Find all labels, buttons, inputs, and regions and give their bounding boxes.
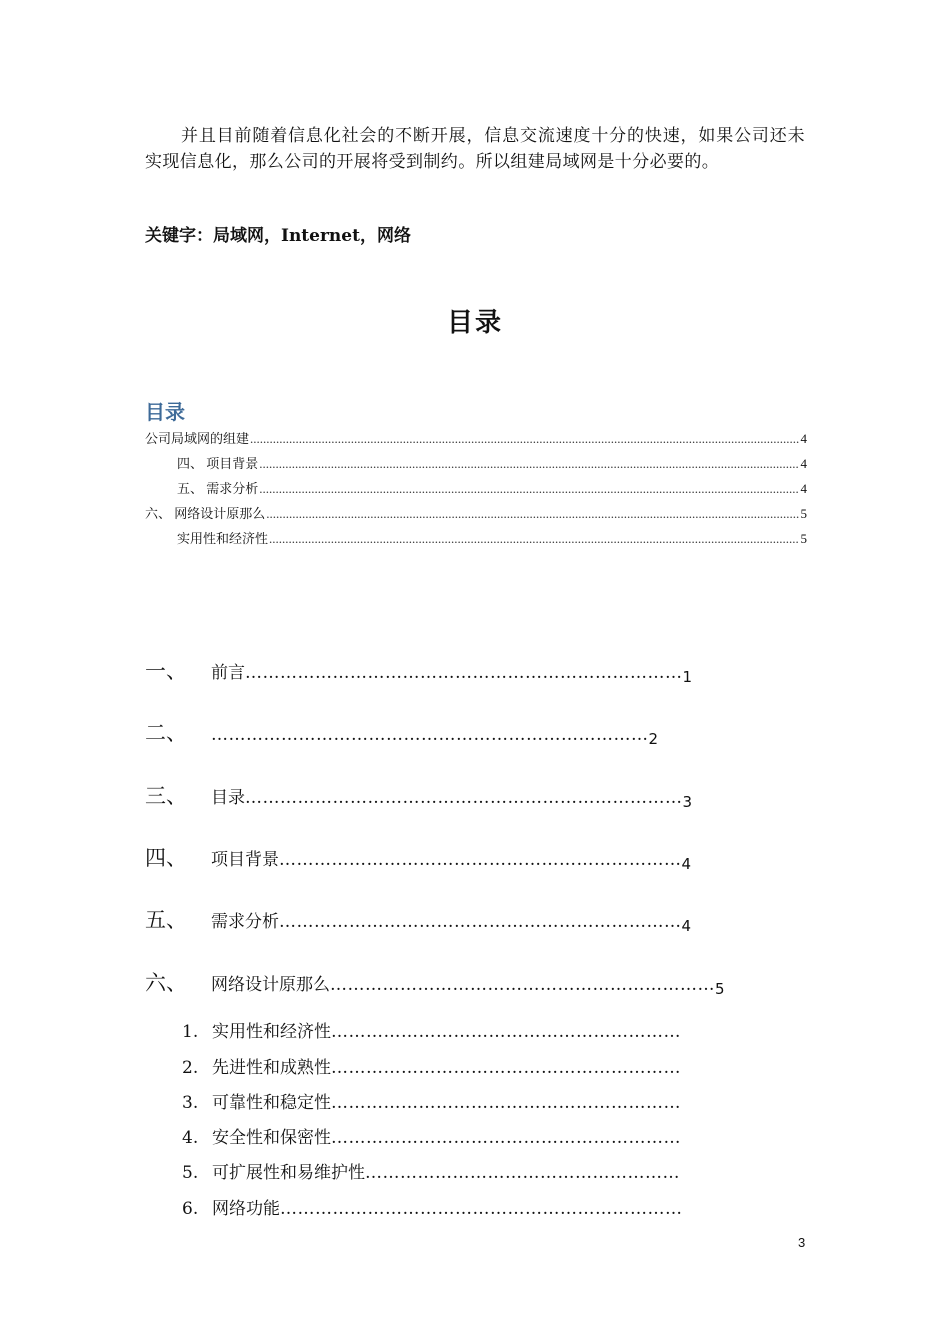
intro-paragraph: 并且目前随着信息化社会的不断开展，信息交流速度十分的快速，如果公司还未实现信息化，那么公司的开展将受到制约。所以组建局域网是十分必要的。 [145, 126, 805, 172]
sub-item-text: 实用性和经济性 [212, 1022, 331, 1042]
toc-leader-dots [269, 530, 798, 548]
outline-page: 3 [682, 793, 693, 811]
toc-heading: 目录 [145, 400, 185, 424]
sub-item-number: 2. [182, 1058, 199, 1078]
toc-entry[interactable] [145, 505, 807, 523]
sub-item-leader: …………………………………………………… [331, 1058, 681, 1078]
outline-leader: ………………………………………………………………… [211, 725, 649, 745]
outline-number: 四、 [145, 846, 187, 870]
outline-text: 目录 [211, 788, 245, 808]
toc-entry-label: 四、 项目背景 [177, 456, 259, 471]
outline-leader: …………………………………………………………… [279, 912, 682, 932]
outline-page: 4 [681, 855, 692, 873]
outline-number: 一、 [145, 659, 187, 683]
sub-item-number: 6. [182, 1199, 199, 1219]
keywords-line: 关键字：局域网，Internet，网络 [145, 226, 411, 246]
sub-item-leader: ……………………………………………… [365, 1163, 680, 1183]
sub-item-number: 3. [182, 1093, 199, 1113]
page-number: 3 [798, 1235, 806, 1250]
toc-leader-dots [250, 430, 798, 448]
toc-entry-label: 公司局域网的组建 [145, 431, 250, 446]
outline-text: 需求分析 [211, 912, 279, 932]
outline-page: 4 [681, 917, 692, 935]
outline-leader: ………………………………………………………… [330, 975, 715, 995]
toc-entry-page: 5 [800, 506, 807, 521]
sub-item-number: 1. [182, 1022, 199, 1042]
sub-item-leader: …………………………………………………………… [280, 1199, 683, 1219]
outline-leader: ………………………………………………………………… [245, 663, 683, 683]
toc-entry-label: 五、 需求分析 [177, 481, 259, 496]
outline-text: 网络设计原那么 [211, 975, 330, 995]
sub-item [182, 1017, 681, 1042]
outline-item [145, 655, 692, 685]
sub-item [182, 1158, 680, 1183]
sub-item [182, 1088, 681, 1113]
outline-number: 三、 [145, 784, 187, 808]
outline-text: 前言 [211, 663, 245, 683]
sub-item [182, 1123, 681, 1148]
outline-item [145, 780, 692, 810]
toc-entry[interactable] [177, 455, 807, 473]
outline-page: 2 [648, 730, 659, 748]
sub-item-number: 5. [182, 1163, 199, 1183]
outline-item [145, 904, 691, 934]
toc-entry-page: 4 [800, 481, 807, 496]
outline-number: 二、 [145, 721, 187, 745]
sub-item-number: 4. [182, 1128, 199, 1148]
toc-entry-label: 六、 网络设计原那么 [145, 506, 266, 521]
outline-text: 项目背景 [211, 850, 279, 870]
outline-item [145, 842, 691, 872]
sub-item [182, 1194, 683, 1219]
outline-leader: …………………………………………………………… [279, 850, 682, 870]
sub-item-leader: …………………………………………………… [331, 1093, 681, 1113]
toc-entry-page: 4 [800, 456, 807, 471]
sub-item-text: 可扩展性和易维护性 [212, 1163, 365, 1183]
sub-item-leader: …………………………………………………… [331, 1022, 681, 1042]
toc-leader-dots [259, 455, 798, 473]
toc-entry[interactable] [145, 430, 807, 448]
toc-entry-label: 实用性和经济性 [177, 531, 269, 546]
toc-entry-page: 4 [800, 431, 807, 446]
toc-leader-dots [266, 505, 798, 523]
sub-item-leader: …………………………………………………… [331, 1128, 681, 1148]
toc-entry-page: 5 [800, 531, 807, 546]
outline-number: 六、 [145, 971, 187, 995]
toc-leader-dots [259, 480, 798, 498]
outline-item [145, 717, 658, 747]
outline-leader: ………………………………………………………………… [245, 788, 683, 808]
toc-entry[interactable] [177, 530, 807, 548]
outline-page: 5 [715, 980, 725, 998]
page-title: 目录 [446, 308, 503, 338]
sub-item-text: 可靠性和稳定性 [212, 1093, 331, 1113]
outline-page: 1 [682, 668, 693, 686]
outline-item [145, 967, 725, 997]
toc-entry[interactable] [177, 480, 807, 498]
sub-item [182, 1053, 681, 1078]
outline-number: 五、 [145, 908, 187, 932]
sub-item-text: 先进性和成熟性 [212, 1058, 331, 1078]
sub-item-text: 安全性和保密性 [212, 1128, 331, 1148]
sub-item-text: 网络功能 [212, 1199, 280, 1219]
